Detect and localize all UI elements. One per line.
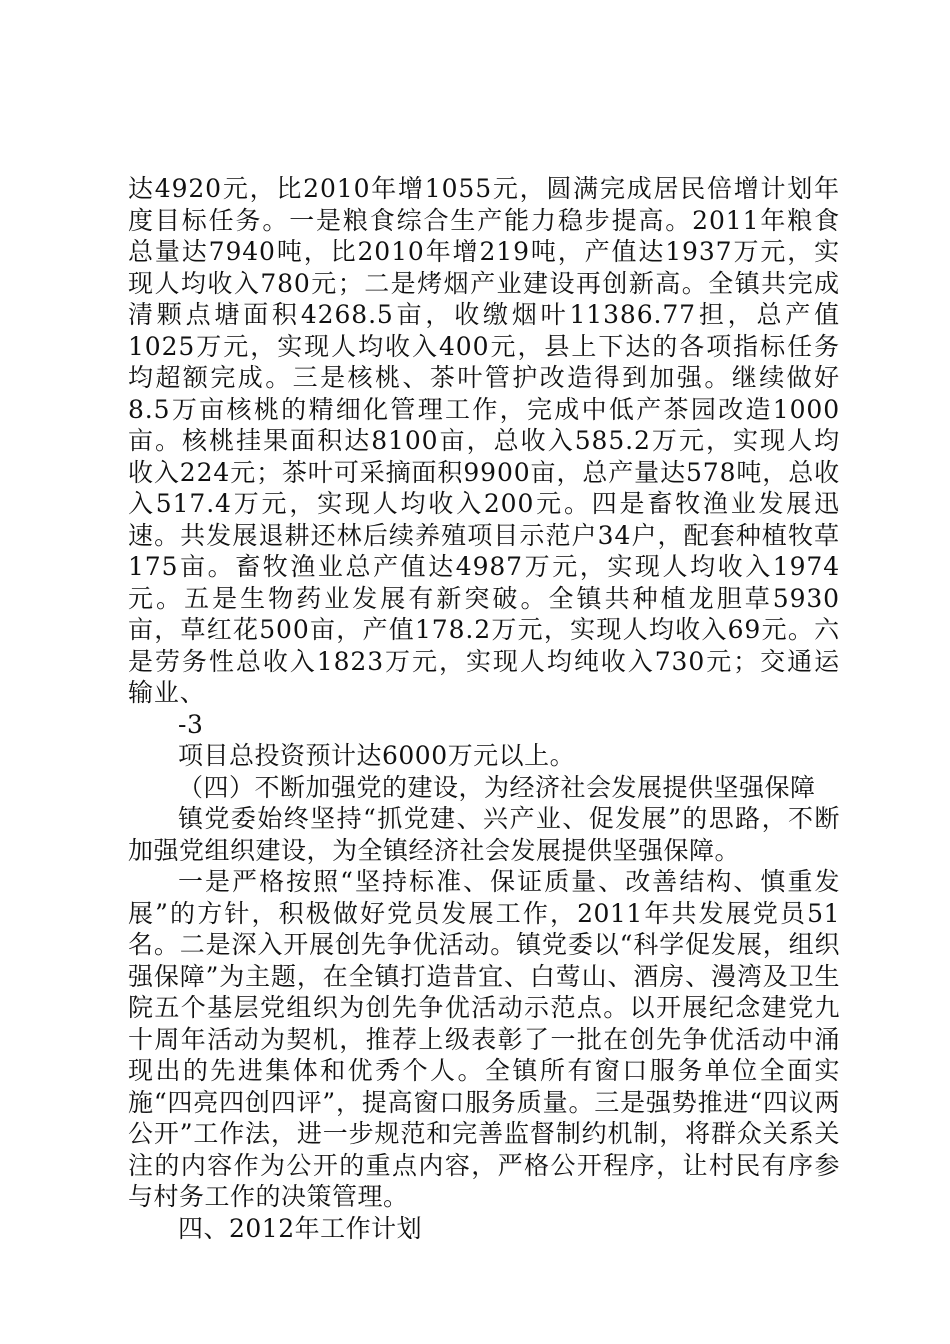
paragraph-party-committee: 镇党委始终坚持“抓党建、兴产业、促发展”的思路，不断加强党组织建设，为全镇经济社会发展提供坚强保障。 — [128, 804, 840, 865]
section-heading-2012-plan: 四、2012年工作计划 — [178, 1213, 423, 1243]
paragraph-project-investment: 项目总投资预计达6000万元以上。 — [178, 741, 576, 770]
page-number-marker: -3 — [178, 709, 204, 739]
section-heading-party-building: （四）不断加强党的建设，为经济社会发展提供坚强保障 — [178, 772, 816, 802]
paragraph-party-work-details: 一是严格按照“坚持标准、保证质量、改善结构、慎重发展”的方针，积极做好党员发展工作，2011年共发展党员51名。二是深入开展创先争优活动。镇党委以“科学促发展，组织强保障”为主题，在全镇打造昔宜、白莺山、酒房、漫湾及卫生院五个基层党组织为创先争优活动示范点。以开展纪念建党九十周年活动为契机，推荐上级表彰了一批在创先争优活动中涌现出的先进集体和优秀个人。全镇所有窗口服务单位全面实施“四亮四创四评”，提高窗口服务质量。三是强势推进“四议两公开”工作法，进一步规范和完善监督制约机制，将群众关系关注的内容作为公开的重点内容，严格公开程序，让村民有序参与村务工作的决策管理。 — [128, 867, 840, 1211]
document-body — [128, 173, 840, 1244]
paragraph-income-summary: 达4920元，比2010年增1055元，圆满完成居民倍增计划年度目标任务。一是粮食综合生产能力稳步提高。2011年粮食总量达7940吨，比2010年增219吨，产值达1937万元，实现人均收入780元；二是烤烟产业建设再创新高。全镇共完成清颗点塘面积4268.5亩，收缴烟叶11386.77担，总产值1025万元，实现人均收入400元，县上下达的各项指标任务均超额完成。三是核桃、茶叶管护改造得到加强。继续做好8.5万亩核桃的精细化管理工作，完成中低产茶园改造1000亩。核桃挂果面积达8100亩，总收入585.2万元，实现人均收入224元；茶叶可采摘面积9900亩，总产量达578吨，总收入517.4万元，实现人均收入200元。四是畜牧渔业发展迅速。共发展退耕还林后续养殖项目示范户34户，配套种植牧草175亩。畜牧渔业总产值达4987万元，实现人均收入1974元。五是生物药业发展有新突破。全镇共种植龙胆草5930亩，草红花500亩，产值178.2万元，实现人均收入69元。六是劳务性总收入1823万元，实现人均纯收入730元；交通运输业、 — [128, 174, 840, 707]
